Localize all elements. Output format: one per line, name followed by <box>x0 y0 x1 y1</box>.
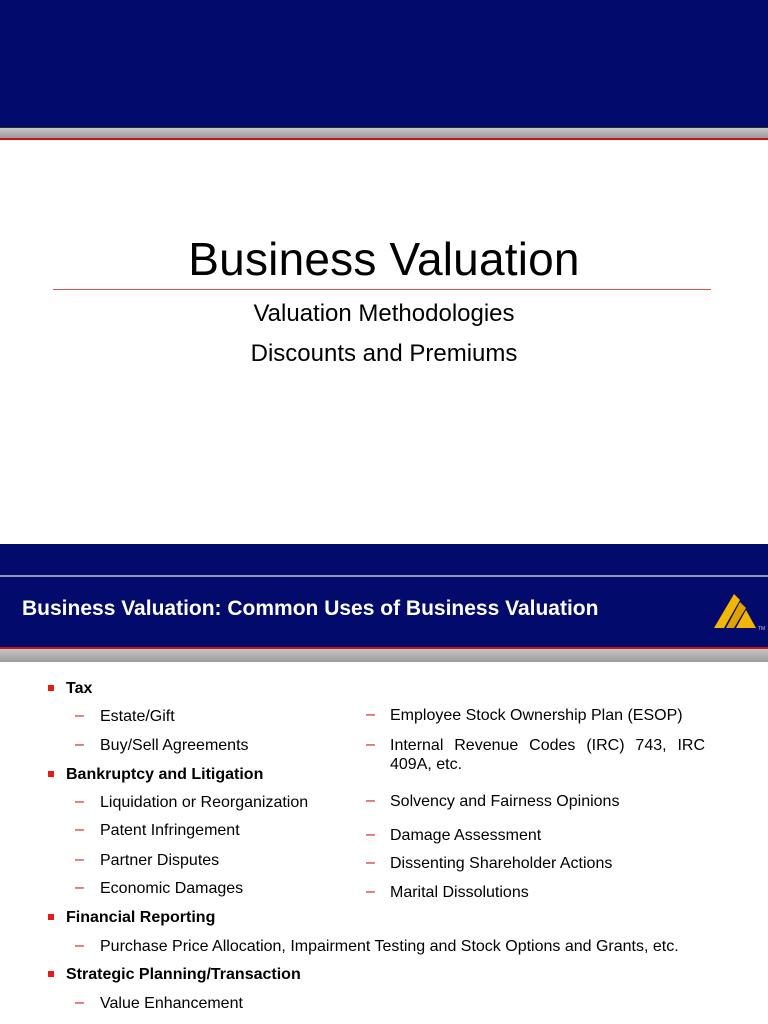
list-item: Partner Disputes <box>100 852 220 869</box>
list-item: Purchase Price Allocation, Impairment Testing and Stock Options and Grants, etc. <box>100 938 679 955</box>
dash-icon: – <box>75 994 84 1011</box>
dash-icon: – <box>75 937 84 954</box>
list-item: Solvency and Fairness Opinions <box>390 793 620 810</box>
slide2-red-line <box>0 647 768 649</box>
section-tax: Tax <box>66 680 93 697</box>
section-financial-reporting: Financial Reporting <box>66 909 216 926</box>
dash-icon: – <box>75 736 84 753</box>
list-item: Internal Revenue Codes (IRC) 743, IRC 409A, etc. <box>390 737 705 773</box>
dash-icon: – <box>75 793 84 810</box>
section-strategic-planning: Strategic Planning/Transaction <box>66 966 301 983</box>
header-stripe <box>0 128 768 138</box>
list-item: Liquidation or Reorganization <box>100 794 309 811</box>
subtitle-methodologies: Valuation Methodologies <box>253 300 515 327</box>
trademark-mark: TM <box>758 626 766 632</box>
dash-icon: – <box>75 851 84 868</box>
slide2-header-stripe <box>0 648 768 662</box>
slide-title: Business Valuation <box>188 233 580 285</box>
dash-icon: – <box>366 883 375 900</box>
company-logo-icon <box>710 588 766 632</box>
dash-icon: – <box>366 736 375 753</box>
list-item: Value Enhancement <box>100 995 243 1012</box>
dash-icon: – <box>366 826 375 843</box>
list-item: Dissenting Shareholder Actions <box>390 855 613 872</box>
dash-icon: – <box>366 706 375 723</box>
header-bar <box>0 0 768 128</box>
list-item: Employee Stock Ownership Plan (ESOP) <box>390 707 683 724</box>
header-red-line <box>0 138 768 140</box>
dash-icon: – <box>75 707 84 724</box>
list-item: Damage Assessment <box>390 827 542 844</box>
list-item: Marital Dissolutions <box>390 884 529 901</box>
list-item: Buy/Sell Agreements <box>100 737 249 754</box>
slide2-heading: Business Valuation: Common Uses of Business Valuation <box>22 597 599 620</box>
bullet-financial-icon <box>48 914 54 920</box>
slide2-header-bar <box>0 544 768 648</box>
bullet-bankruptcy-icon <box>48 771 54 777</box>
dash-icon: – <box>366 854 375 871</box>
title-divider <box>53 289 711 290</box>
list-item: Economic Damages <box>100 880 244 897</box>
bullet-strategic-icon <box>48 971 54 977</box>
list-item: Patent Infringement <box>100 822 240 839</box>
dash-icon: – <box>75 879 84 896</box>
bullet-tax-icon <box>48 685 54 691</box>
slide2-top-separator <box>0 575 768 577</box>
dash-icon: – <box>75 821 84 838</box>
subtitle-discounts: Discounts and Premiums <box>250 340 518 367</box>
dash-icon: – <box>366 792 375 809</box>
list-item: Estate/Gift <box>100 708 175 725</box>
section-bankruptcy: Bankruptcy and Litigation <box>66 766 264 783</box>
